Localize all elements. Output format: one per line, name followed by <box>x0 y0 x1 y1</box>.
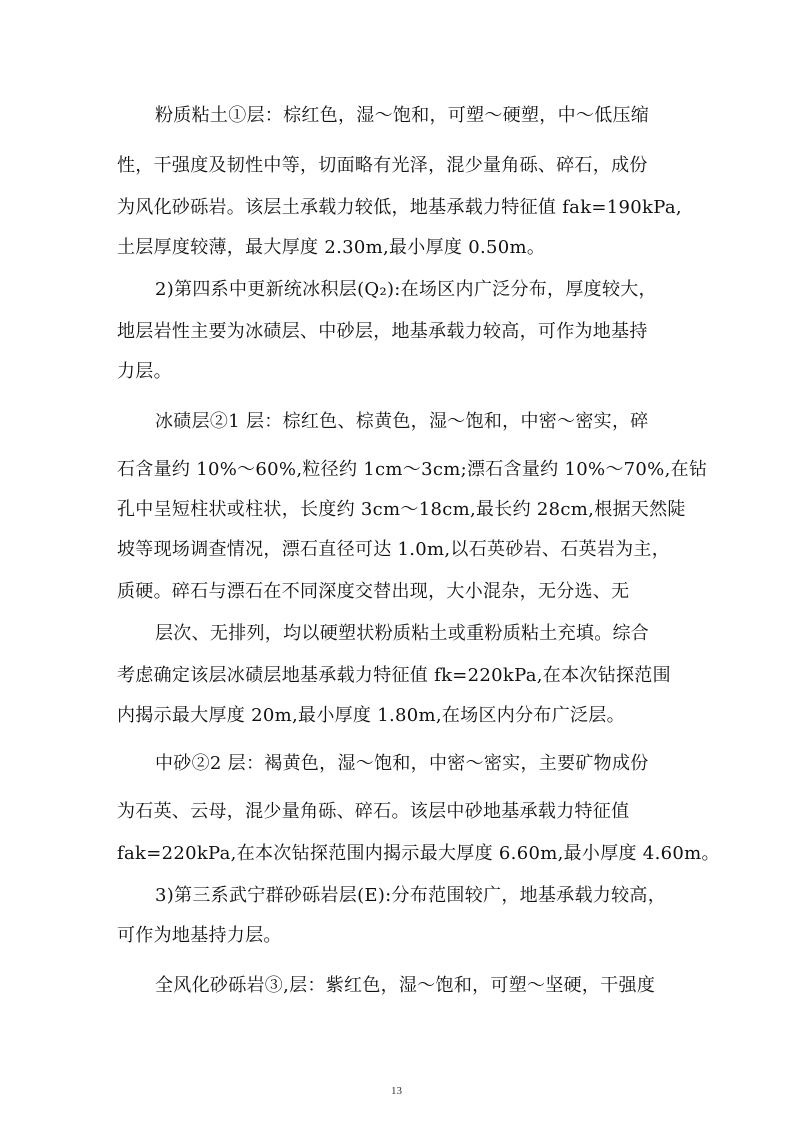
text-line-1: 粉质粘土①层：棕红色，湿～饱和，可塑～硬塑，中～低压缩 <box>155 105 650 126</box>
text-line-17: 为石英、云母，混少量角砾、碎石。该层中砂地基承载力特征值 <box>117 801 630 822</box>
text-line-6: 地层岩性主要为冰碛层、中砂层，地基承载力较高，可作为地基持 <box>117 321 648 342</box>
text-line-7: 力层。 <box>117 361 172 382</box>
text-line-18: fak=220kPa,在本次钻探范围内揭示最大厚度 6.60m,最小厚度 4.60m。 <box>117 843 720 864</box>
text-line-2: 性，干强度及韧性中等，切面略有光泽，混少量角砾、碎石，成份 <box>117 155 648 176</box>
text-line-5: 2)第四系中更新统冰积层(Q₂):在场区内广泛分布，厚度较大， <box>155 279 657 300</box>
text-line-3: 为风化砂砾岩。该层土承载力较低，地基承载力特征值 fak=190kPa, <box>117 197 682 218</box>
text-line-16: 中砂②2 层：褐黄色，湿～饱和，中密～密实，主要矿物成份 <box>155 753 649 774</box>
text-line-14: 考虑确定该层冰碛层地基承载力特征值 fk=220kPa,在本次钻探范围 <box>117 665 671 686</box>
text-line-12: 质硬。碎石与漂石在不同深度交替出现，大小混杂，无分选、无 <box>117 581 630 602</box>
text-line-10: 孔中呈短柱状或柱状，长度约 3cm～18cm,最长约 28cm,根据天然陡 <box>117 499 686 520</box>
text-line-13: 层次、无排列，均以硬塑状粉质粘土或重粉质粘土充填。综合 <box>155 623 650 644</box>
page-number: 13 <box>391 1085 402 1097</box>
text-line-21: 全风化砂砾岩③,层：紫红色，湿～饱和，可塑～坚硬，干强度 <box>155 975 656 996</box>
text-line-9: 石含量约 10%～60%,粒径约 1cm～3cm;漂石含量约 10%～70%,在钻 <box>117 459 708 480</box>
text-line-8: 冰碛层②1 层：棕红色、棕黄色，湿～饱和，中密～密实，碎 <box>155 411 649 432</box>
text-line-20: 可作为地基持力层。 <box>117 925 282 946</box>
text-line-11: 坡等现场调查情况，漂石直径可达 1.0m,以石英砂岩、石英岩为主， <box>117 539 671 560</box>
text-line-19: 3)第三系武宁群砂砾岩层(E):分布范围较广，地基承载力较高， <box>155 885 667 906</box>
text-line-4: 土层厚度较薄，最大厚度 2.30m,最小厚度 0.50m。 <box>117 237 546 258</box>
text-line-15: 内揭示最大厚度 20m,最小厚度 1.80m,在场区内分布广泛层。 <box>117 705 625 726</box>
